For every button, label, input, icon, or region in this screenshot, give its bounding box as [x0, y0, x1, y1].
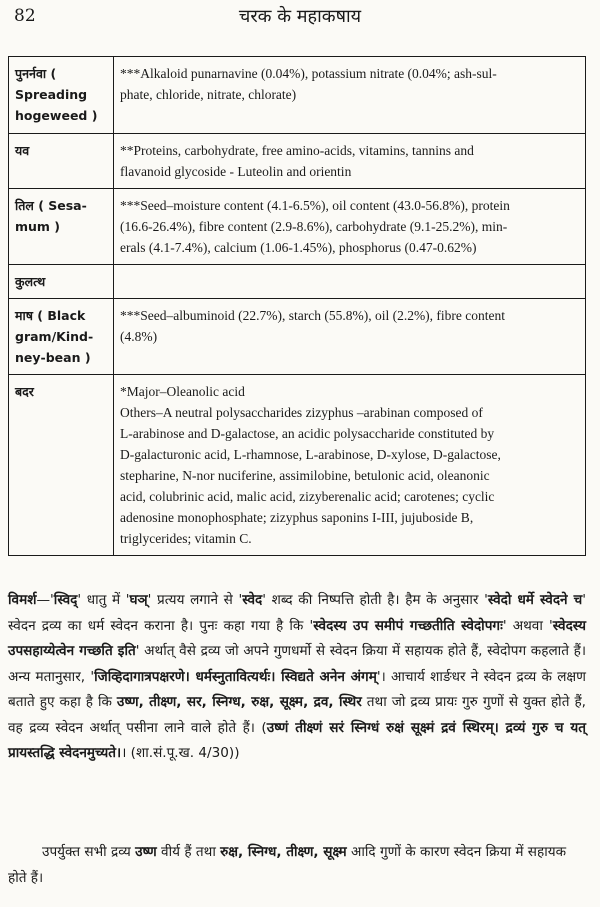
constituent-line: D-galacturonic acid, L-rhamnose, L-arabinose, D-xylose, D-galactose, [120, 447, 501, 462]
text-run: '। आचार्य शार्ङधर ने स्वेदन द्रव्य के लक्षण बताते हुए कहा है कि [8, 668, 587, 710]
quote-sharngadhara: उष्णं तीक्ष्णं सरं स्निग्धं रुक्षं सूक्ष्मं द्रवं स्थिरम्। द्रव्यं गुरु च यत् प्रायस्तद्धि स्वेदनमुच्यते। [8, 719, 586, 761]
constituent-line: phate, chloride, nitrate, chlorate) [120, 87, 297, 102]
property-list: उष्ण, तीक्ष्ण, सर, स्निग्ध, रुक्ष, सूक्ष्म, द्रव, स्थिर [116, 694, 362, 710]
discussion-paragraph [8, 588, 586, 767]
herb-name: बदर [9, 375, 114, 556]
table-row [9, 375, 586, 556]
text-run: आदि गुणों के कारण स्वेदन क्रिया में सहायक होते हैं। [8, 844, 567, 886]
herb-constituents-table [8, 56, 586, 556]
text-run: ' शब्द की निष्पत्ति होती है। हैम के अनुसार ' [262, 592, 488, 608]
quote-haima: स्वेदो धर्मे स्वेदने च [487, 592, 583, 608]
closing-paragraph [8, 840, 586, 891]
constituent-line: acid, colubrinic acid, malic acid, zizyberenalic acid; carotenes; cyclic [120, 489, 495, 504]
quote-upasahayya: स्वेदस्य उपसहाय्येत्वेन गच्छति इति [8, 617, 586, 659]
herb-constituents [114, 299, 586, 375]
running-title: चरक के महाकषाय [238, 6, 362, 27]
constituent-line: erals (4.1-7.4%), calcium (1.06-1.45%), phosphorus (0.47-0.62%) [120, 240, 477, 255]
constituent-line: L-arabinose and D-galactose, an acidic polysaccharide constituted by [120, 426, 495, 441]
constituent-line: *Major–Oleanolic acid [120, 384, 245, 399]
citation: । (शा.सं.पू.ख. 4/30)) [121, 745, 240, 761]
constituent-line: triglycerides; vitamin C. [120, 531, 252, 546]
text-run: ' अथवा ' [502, 617, 553, 634]
constituent-line: flavanoid glycoside - Luteolin and orientin [120, 164, 352, 179]
term-sveda: स्वेद [242, 592, 263, 608]
herb-name: यव [9, 134, 114, 189]
text-run: ' अर्थात् वैसे द्रव्य जो अपने गुणधर्मो से स्वेदन क्रिया में सहायक होते हैं, स्वेदोपग कहलाते हैं। अन्य मतानुसार, ' [8, 643, 586, 685]
property-list: रुक्ष, स्निग्ध, तीक्ष्ण, सूक्ष्म [220, 844, 347, 860]
quote-dhatupatha: जिव्हिदागात्रपक्षरणे। धर्मस्नुतावित्यर्थः। स्विद्यते अनेन अंगम् [94, 668, 377, 685]
constituent-line: **Proteins, carbohydrate, free amino-acids, vitamins, tannins and [120, 143, 474, 158]
constituent-line: ***Seed–albuminoid (22.7%), starch (55.8%), oil (2.2%), fibre content [120, 308, 506, 323]
herb-constituents [114, 134, 586, 189]
constituent-line: (4.8%) [120, 329, 158, 344]
text-run: ' प्रत्यय लगाने से ' [147, 592, 243, 608]
constituent-line: ***Seed–moisture content (4.1-6.5%), oil content (43.0-56.8%), protein [120, 198, 510, 213]
term-svid: स्विद् [53, 592, 78, 608]
herb-name: माष ( Black gram/Kind- ney-bean ) [9, 299, 114, 375]
text-run: उपर्युक्त सभी द्रव्य [42, 844, 136, 860]
text-run: —' [36, 592, 54, 608]
text-run: तथा जो द्रव्य प्रायः गुरु गुणों से युक्त होते हैं, वह द्रव्य स्वेदन अर्थात् पसीना लाने वाले होते हैं। ( [8, 694, 586, 736]
quote-svedopaga: स्वेदस्य उप समीपं गच्छतीति स्वेदोपगः [313, 617, 503, 634]
constituent-line: (16.6-26.4%), fibre content (2.9-8.6%), carbohydrate (9.1-25.2%), min- [120, 219, 508, 234]
table-row [9, 57, 586, 134]
text-run: ' धातु में ' [77, 592, 130, 608]
term-ghan: घञ् [129, 592, 148, 608]
herb-constituents [114, 57, 586, 134]
table-row [9, 134, 586, 189]
table-row [9, 189, 586, 265]
text-run: वीर्य हैं तथा [156, 844, 221, 860]
page-header [0, 0, 600, 34]
text-run: ' स्वेदन द्रव्य का धर्म स्वेदन कराना है। पुनः कहा गया है कि ' [8, 592, 586, 634]
herb-constituents [114, 375, 586, 556]
page-number: 82 [14, 6, 36, 26]
constituent-line: ***Alkaloid punarnavine (0.04%), potassium nitrate (0.04%; ash-sul- [120, 66, 497, 81]
herb-constituents [114, 189, 586, 265]
constituent-line: stepharine, N-nor nuciferine, assimilobine, betulonic acid, oleanonic [120, 468, 490, 483]
herb-name: पुनर्नवा ( Spreading hogeweed ) [9, 57, 114, 134]
herb-name: कुलत्थ [9, 265, 114, 299]
table-row [9, 299, 586, 375]
constituent-line: adenosine monophosphate; zizyphus saponins I-III, jujuboside B, [120, 510, 474, 525]
term-ushna: उष्ण [135, 844, 157, 860]
herb-name: तिल ( Sesa- mum ) [9, 189, 114, 265]
table-row [9, 265, 586, 299]
constituent-line: Others–A neutral polysaccharides zizyphus –arabinan composed of [120, 405, 483, 420]
herb-constituents [114, 265, 586, 299]
discussion-label: विमर्श [8, 592, 37, 608]
